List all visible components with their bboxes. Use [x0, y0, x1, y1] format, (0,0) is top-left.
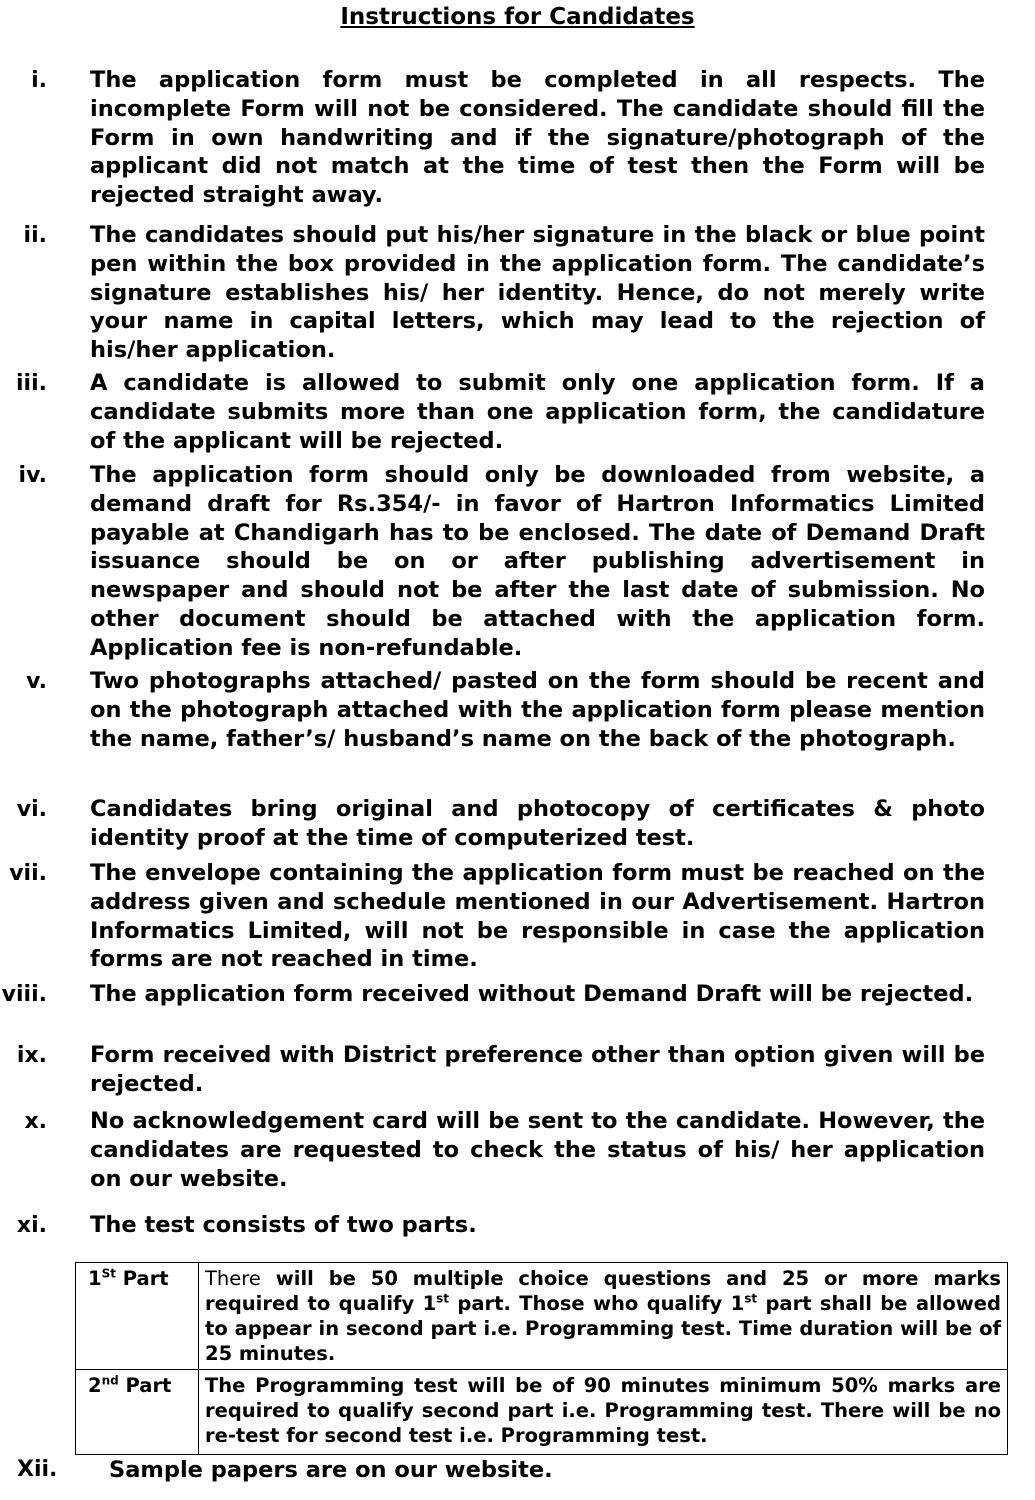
- item-text: The application form should only be downloaded from website, a demand draft for Rs.354/- in favor of Hartron Informatics Limited payable at Chandigarh has to be enclosed. The date of Demand Draft issuance should be on or after publishing advertisement in newspaper and should not be after the last date of submission. No other document should be attached with the application form. Application fee is non-refundable.: [90, 462, 985, 661]
- item-number: xi.: [16, 1213, 47, 1238]
- part-number: 2: [88, 1374, 102, 1397]
- item-number: iv.: [18, 463, 47, 488]
- item-number: viii.: [1, 982, 47, 1007]
- part-word: Part: [122, 1267, 169, 1290]
- item-text: A candidate is allowed to submit only one application form. If a candidate submits more than one application form, the candidature of the applicant will be rejected.: [90, 370, 985, 454]
- item-number: vii.: [9, 861, 47, 886]
- desc-segment: part shall be allowed to appear in second part i.e. Programming test. Time duration will be of 25 minutes.: [205, 1292, 1001, 1365]
- item-number: vi.: [16, 797, 47, 822]
- part-description: The Programming test will be of 90 minutes minimum 50% marks are required to qualify second part i.e. Programming test. There will be no re-test for second test i.e. Programming test.: [199, 1370, 1008, 1455]
- desc-segment: will be 50 multiple choice questions and 25 or more marks required to qualify 1: [205, 1267, 1001, 1315]
- page-title: Instructions for Candidates: [340, 4, 695, 30]
- item-number: ii.: [23, 223, 47, 248]
- table-row-part-1: [76, 1263, 1008, 1370]
- item-number-12: Xii.: [17, 1457, 58, 1482]
- desc-ordinal: st: [436, 1291, 450, 1306]
- item-text-12: Sample papers are on our website.: [109, 1457, 553, 1483]
- item-number: v.: [26, 669, 47, 694]
- desc-lead-word: There: [205, 1267, 261, 1290]
- item-text: No acknowledgement card will be sent to the candidate. However, the candidates are requested to check the status of his/ her application on our website.: [90, 1108, 985, 1192]
- item-text: The application form received without Demand Draft will be rejected.: [90, 981, 974, 1007]
- desc-segment: part. Those who qualify 1: [457, 1292, 745, 1315]
- item-number: iii.: [16, 371, 47, 396]
- item-text: The candidates should put his/her signature in the black or blue point pen within the box provided in the application form. The candidate’s signature establishes his/ her identity. Hence, do not merely write your name in capital letters, which may lead to the rejection of his/her application.: [90, 222, 985, 364]
- item-text: Two photographs attached/ pasted on the form should be recent and on the photograph attached with the application form please mention the name, father’s/ husband’s name on the back of the photograph.: [90, 668, 985, 752]
- test-parts-table: [75, 1262, 1008, 1455]
- part-ordinal: St: [101, 1266, 116, 1281]
- part-description: [199, 1263, 1008, 1370]
- part-number: 1: [88, 1267, 102, 1290]
- item-text: Candidates bring original and photocopy of certificates & photo identity proof at the time of computerized test.: [90, 796, 985, 851]
- part-label: [76, 1370, 199, 1455]
- part-word: Part: [125, 1374, 172, 1397]
- part-ordinal: nd: [101, 1373, 119, 1388]
- desc-ordinal: st: [744, 1291, 758, 1306]
- item-number: i.: [31, 68, 47, 93]
- item-text: The test consists of two parts.: [90, 1212, 477, 1238]
- item-text: The application form must be completed in all respects. The incomplete Form will not be considered. The candidate should fill the Form in own handwriting and if the signature/photograph of the applicant did not match at the time of test then the Form will be rejected straight away.: [90, 67, 985, 209]
- table-row-part-2: [76, 1370, 1008, 1455]
- item-number: x.: [24, 1109, 47, 1134]
- part-label: [76, 1263, 199, 1370]
- item-text: Form received with District preference other than option given will be rejected.: [90, 1042, 985, 1097]
- item-number: ix.: [16, 1043, 47, 1068]
- item-text: The envelope containing the application form must be reached on the address given and schedule mentioned in our Advertisement. Hartron Informatics Limited, will not be responsible in case the application forms are not reached in time.: [90, 860, 985, 973]
